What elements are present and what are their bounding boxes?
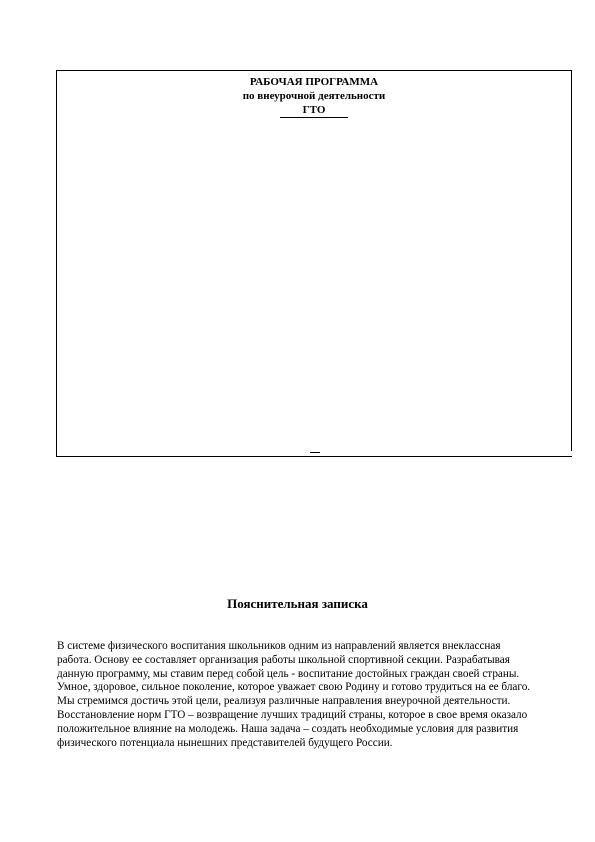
cover-frame-corner-tick	[541, 456, 572, 457]
program-subheading: по внеурочной деятельности	[242, 90, 386, 102]
program-name-line	[56, 103, 572, 118]
explanatory-text	[57, 640, 537, 750]
section-title: Пояснительная записка	[227, 596, 368, 611]
program-heading: РАБОЧАЯ ПРОГРАММА	[249, 76, 379, 88]
cover-title-block	[56, 75, 572, 118]
cover-dash	[310, 452, 320, 453]
cover-frame-right-edge	[571, 70, 572, 451]
explanatory-paragraph: В системе физического воспитания школьников одним из направлений является внеклассная работа. Основу ее составляет организация работы школьной спортивной секции. Разрабатывая данную программу, мы ставим перед собой цель - воспитание достойных граждан своей страны. Умное, здоровое, сильное поколение, которое уважает свою Родину и готово трудиться на ее благо. Мы стремимся достичь этой цели, реализуя различные направления внеурочной деятельности. Восстановление норм ГТО – возвращение лучших традиций страны, которое в свое время оказало положительное влияние на молодежь. Наша задача – создать необходимые условия для развития физического потенциала нынешних представителей будущего России.	[57, 640, 531, 749]
program-name: ГТО	[280, 103, 348, 118]
cover-frame	[56, 70, 572, 457]
